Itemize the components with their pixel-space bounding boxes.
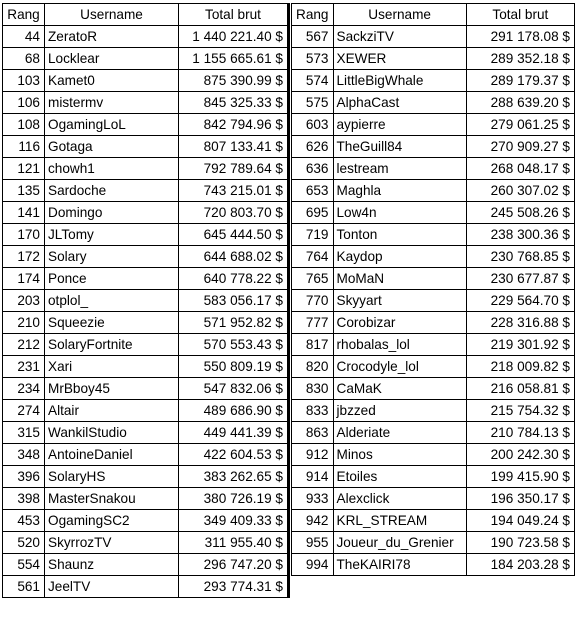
- rank-cell: 315: [3, 422, 45, 444]
- total-cell: 190 723.58 $: [466, 532, 574, 554]
- table-row: [3, 532, 289, 554]
- total-cell: 807 133.41 $: [179, 136, 289, 158]
- total-cell: 842 794.96 $: [179, 114, 289, 136]
- ranking-table-right: [291, 3, 575, 576]
- username-cell: otplol_: [45, 290, 179, 312]
- table-row: [292, 246, 575, 268]
- table-row: [292, 26, 575, 48]
- total-cell: 196 350.17 $: [466, 488, 574, 510]
- rank-cell: 396: [3, 466, 45, 488]
- rank-cell: 863: [292, 422, 334, 444]
- total-cell: 792 789.64 $: [179, 158, 289, 180]
- rank-cell: 575: [292, 92, 334, 114]
- total-cell: 640 778.22 $: [179, 268, 289, 290]
- total-cell: 547 832.06 $: [179, 378, 289, 400]
- username-cell: LittleBigWhale: [333, 70, 466, 92]
- table-row: [3, 576, 289, 598]
- table-row: [3, 246, 289, 268]
- rank-cell: 830: [292, 378, 334, 400]
- rank-cell: 626: [292, 136, 334, 158]
- table-row: [292, 378, 575, 400]
- total-cell: 230 768.85 $: [466, 246, 574, 268]
- rank-cell: 567: [292, 26, 334, 48]
- rank-cell: 765: [292, 268, 334, 290]
- header-row: [292, 4, 575, 26]
- table-row: [292, 136, 575, 158]
- total-cell: 422 604.53 $: [179, 444, 289, 466]
- total-cell: 268 048.17 $: [466, 158, 574, 180]
- username-cell: OgamingSC2: [45, 510, 179, 532]
- username-cell: Altair: [45, 400, 179, 422]
- rank-cell: 912: [292, 444, 334, 466]
- total-cell: 260 307.02 $: [466, 180, 574, 202]
- total-cell: 229 564.70 $: [466, 290, 574, 312]
- table-row: [3, 180, 289, 202]
- total-cell: 210 784.13 $: [466, 422, 574, 444]
- username-cell: ZeratoR: [45, 26, 179, 48]
- total-cell: 216 058.81 $: [466, 378, 574, 400]
- header-row: [3, 4, 289, 26]
- total-cell: 289 352.18 $: [466, 48, 574, 70]
- table-row: [3, 466, 289, 488]
- username-cell: OgamingLoL: [45, 114, 179, 136]
- total-cell: 238 300.36 $: [466, 224, 574, 246]
- total-cell: 288 639.20 $: [466, 92, 574, 114]
- table-row: [292, 114, 575, 136]
- table-row: [292, 158, 575, 180]
- header-rank: Rang: [3, 4, 45, 26]
- table-row: [292, 422, 575, 444]
- username-cell: Squeezie: [45, 312, 179, 334]
- username-cell: MasterSnakou: [45, 488, 179, 510]
- username-cell: XEWER: [333, 48, 466, 70]
- table-row: [3, 312, 289, 334]
- username-cell: TheKAIRI78: [333, 554, 466, 576]
- username-cell: MrBboy45: [45, 378, 179, 400]
- username-cell: Crocodyle_lol: [333, 356, 466, 378]
- table-row: [3, 92, 289, 114]
- username-cell: SkyrrozTV: [45, 532, 179, 554]
- rank-cell: 653: [292, 180, 334, 202]
- table-row: [292, 334, 575, 356]
- rank-cell: 212: [3, 334, 45, 356]
- total-cell: 291 178.08 $: [466, 26, 574, 48]
- rank-cell: 574: [292, 70, 334, 92]
- total-cell: 194 049.24 $: [466, 510, 574, 532]
- ranking-table-left: [2, 3, 290, 598]
- table-row: [292, 356, 575, 378]
- rank-cell: 274: [3, 400, 45, 422]
- table-row: [292, 488, 575, 510]
- username-cell: Maghla: [333, 180, 466, 202]
- total-cell: 720 803.70 $: [179, 202, 289, 224]
- username-cell: Kamet0: [45, 70, 179, 92]
- total-cell: 1 155 665.61 $: [179, 48, 289, 70]
- rank-cell: 770: [292, 290, 334, 312]
- username-cell: SackziTV: [333, 26, 466, 48]
- rank-cell: 777: [292, 312, 334, 334]
- username-cell: aypierre: [333, 114, 466, 136]
- username-cell: Xari: [45, 356, 179, 378]
- header-username: Username: [333, 4, 466, 26]
- total-cell: 570 553.43 $: [179, 334, 289, 356]
- total-cell: 279 061.25 $: [466, 114, 574, 136]
- username-cell: Ponce: [45, 268, 179, 290]
- rank-cell: 833: [292, 400, 334, 422]
- table-row: [3, 444, 289, 466]
- username-cell: CaMaK: [333, 378, 466, 400]
- rank-cell: 914: [292, 466, 334, 488]
- table-row: [3, 356, 289, 378]
- username-cell: Kaydop: [333, 246, 466, 268]
- rank-cell: 116: [3, 136, 45, 158]
- total-cell: 215 754.32 $: [466, 400, 574, 422]
- username-cell: lestream: [333, 158, 466, 180]
- table-row: [3, 114, 289, 136]
- table-row: [3, 202, 289, 224]
- total-cell: 583 056.17 $: [179, 290, 289, 312]
- rank-cell: 942: [292, 510, 334, 532]
- username-cell: rhobalas_lol: [333, 334, 466, 356]
- table-row: [3, 26, 289, 48]
- rank-cell: 398: [3, 488, 45, 510]
- username-cell: Gotaga: [45, 136, 179, 158]
- table-row: [3, 70, 289, 92]
- username-cell: KRL_STREAM: [333, 510, 466, 532]
- table-row: [3, 224, 289, 246]
- rank-cell: 573: [292, 48, 334, 70]
- header-total: Total brut: [466, 4, 574, 26]
- rank-cell: 106: [3, 92, 45, 114]
- total-cell: 289 179.37 $: [466, 70, 574, 92]
- table-row: [292, 224, 575, 246]
- rank-cell: 172: [3, 246, 45, 268]
- table-row: [292, 466, 575, 488]
- rank-cell: 955: [292, 532, 334, 554]
- username-cell: TheGuill84: [333, 136, 466, 158]
- table-row: [292, 48, 575, 70]
- username-cell: Shaunz: [45, 554, 179, 576]
- rank-cell: 348: [3, 444, 45, 466]
- rank-cell: 135: [3, 180, 45, 202]
- username-cell: Etoiles: [333, 466, 466, 488]
- username-cell: Joueur_du_Grenier: [333, 532, 466, 554]
- table-row: [3, 48, 289, 70]
- total-cell: 644 688.02 $: [179, 246, 289, 268]
- rank-cell: 174: [3, 268, 45, 290]
- table-row: [292, 510, 575, 532]
- total-cell: 845 325.33 $: [179, 92, 289, 114]
- rank-cell: 820: [292, 356, 334, 378]
- total-cell: 380 726.19 $: [179, 488, 289, 510]
- table-row: [3, 136, 289, 158]
- rank-cell: 210: [3, 312, 45, 334]
- header-rank: Rang: [292, 4, 334, 26]
- table-row: [3, 422, 289, 444]
- total-cell: 219 301.92 $: [466, 334, 574, 356]
- username-cell: Low4n: [333, 202, 466, 224]
- total-cell: 1 440 221.40 $: [179, 26, 289, 48]
- rank-cell: 695: [292, 202, 334, 224]
- rank-cell: 554: [3, 554, 45, 576]
- total-cell: 311 955.40 $: [179, 532, 289, 554]
- rank-cell: 994: [292, 554, 334, 576]
- username-cell: Minos: [333, 444, 466, 466]
- username-cell: AlphaCast: [333, 92, 466, 114]
- rank-cell: 103: [3, 70, 45, 92]
- total-cell: 270 909.27 $: [466, 136, 574, 158]
- table-row: [3, 400, 289, 422]
- total-cell: 199 415.90 $: [466, 466, 574, 488]
- total-cell: 449 441.39 $: [179, 422, 289, 444]
- total-cell: 296 747.20 $: [179, 554, 289, 576]
- total-cell: 550 809.19 $: [179, 356, 289, 378]
- username-cell: mistermv: [45, 92, 179, 114]
- total-cell: 218 009.82 $: [466, 356, 574, 378]
- rank-cell: 121: [3, 158, 45, 180]
- rank-cell: 231: [3, 356, 45, 378]
- rank-cell: 520: [3, 532, 45, 554]
- table-row: [3, 554, 289, 576]
- username-cell: AntoineDaniel: [45, 444, 179, 466]
- table-row: [292, 444, 575, 466]
- table-row: [292, 202, 575, 224]
- table-row: [3, 290, 289, 312]
- total-cell: 200 242.30 $: [466, 444, 574, 466]
- table-row: [3, 334, 289, 356]
- total-cell: 743 215.01 $: [179, 180, 289, 202]
- table-row: [3, 510, 289, 532]
- username-cell: Skyyart: [333, 290, 466, 312]
- rank-cell: 234: [3, 378, 45, 400]
- rank-cell: 170: [3, 224, 45, 246]
- rank-cell: 68: [3, 48, 45, 70]
- rank-cell: 141: [3, 202, 45, 224]
- username-cell: Tonton: [333, 224, 466, 246]
- username-cell: Alderiate: [333, 422, 466, 444]
- username-cell: chowh1: [45, 158, 179, 180]
- total-cell: 875 390.99 $: [179, 70, 289, 92]
- rank-cell: 203: [3, 290, 45, 312]
- table-row: [3, 488, 289, 510]
- username-cell: WankilStudio: [45, 422, 179, 444]
- rank-cell: 636: [292, 158, 334, 180]
- total-cell: 228 316.88 $: [466, 312, 574, 334]
- table-row: [292, 268, 575, 290]
- total-cell: 184 203.28 $: [466, 554, 574, 576]
- rank-cell: 933: [292, 488, 334, 510]
- username-cell: Solary: [45, 246, 179, 268]
- username-cell: Locklear: [45, 48, 179, 70]
- rank-cell: 817: [292, 334, 334, 356]
- table-body-right: [292, 26, 575, 576]
- username-cell: JLTomy: [45, 224, 179, 246]
- username-cell: Domingo: [45, 202, 179, 224]
- rank-cell: 719: [292, 224, 334, 246]
- username-cell: SolaryFortnite: [45, 334, 179, 356]
- rank-cell: 603: [292, 114, 334, 136]
- rank-cell: 44: [3, 26, 45, 48]
- table-row: [292, 290, 575, 312]
- total-cell: 230 677.87 $: [466, 268, 574, 290]
- header-total: Total brut: [179, 4, 289, 26]
- table-row: [292, 400, 575, 422]
- username-cell: MoMaN: [333, 268, 466, 290]
- rank-cell: 561: [3, 576, 45, 598]
- table-row: [3, 378, 289, 400]
- username-cell: Sardoche: [45, 180, 179, 202]
- rank-cell: 453: [3, 510, 45, 532]
- total-cell: 383 262.65 $: [179, 466, 289, 488]
- total-cell: 571 952.82 $: [179, 312, 289, 334]
- total-cell: 293 774.31 $: [179, 576, 289, 598]
- username-cell: SolaryHS: [45, 466, 179, 488]
- table-row: [292, 554, 575, 576]
- username-cell: Alexclick: [333, 488, 466, 510]
- table-row: [292, 180, 575, 202]
- table-row: [3, 268, 289, 290]
- table-row: [292, 92, 575, 114]
- username-cell: jbzzed: [333, 400, 466, 422]
- rank-cell: 764: [292, 246, 334, 268]
- total-cell: 245 508.26 $: [466, 202, 574, 224]
- username-cell: JeelTV: [45, 576, 179, 598]
- table-row: [292, 70, 575, 92]
- rank-cell: 108: [3, 114, 45, 136]
- total-cell: 489 686.90 $: [179, 400, 289, 422]
- header-username: Username: [45, 4, 179, 26]
- table-row: [292, 532, 575, 554]
- table-row: [3, 158, 289, 180]
- table-row: [292, 312, 575, 334]
- table-body-left: [3, 26, 289, 598]
- username-cell: Corobizar: [333, 312, 466, 334]
- total-cell: 645 444.50 $: [179, 224, 289, 246]
- total-cell: 349 409.33 $: [179, 510, 289, 532]
